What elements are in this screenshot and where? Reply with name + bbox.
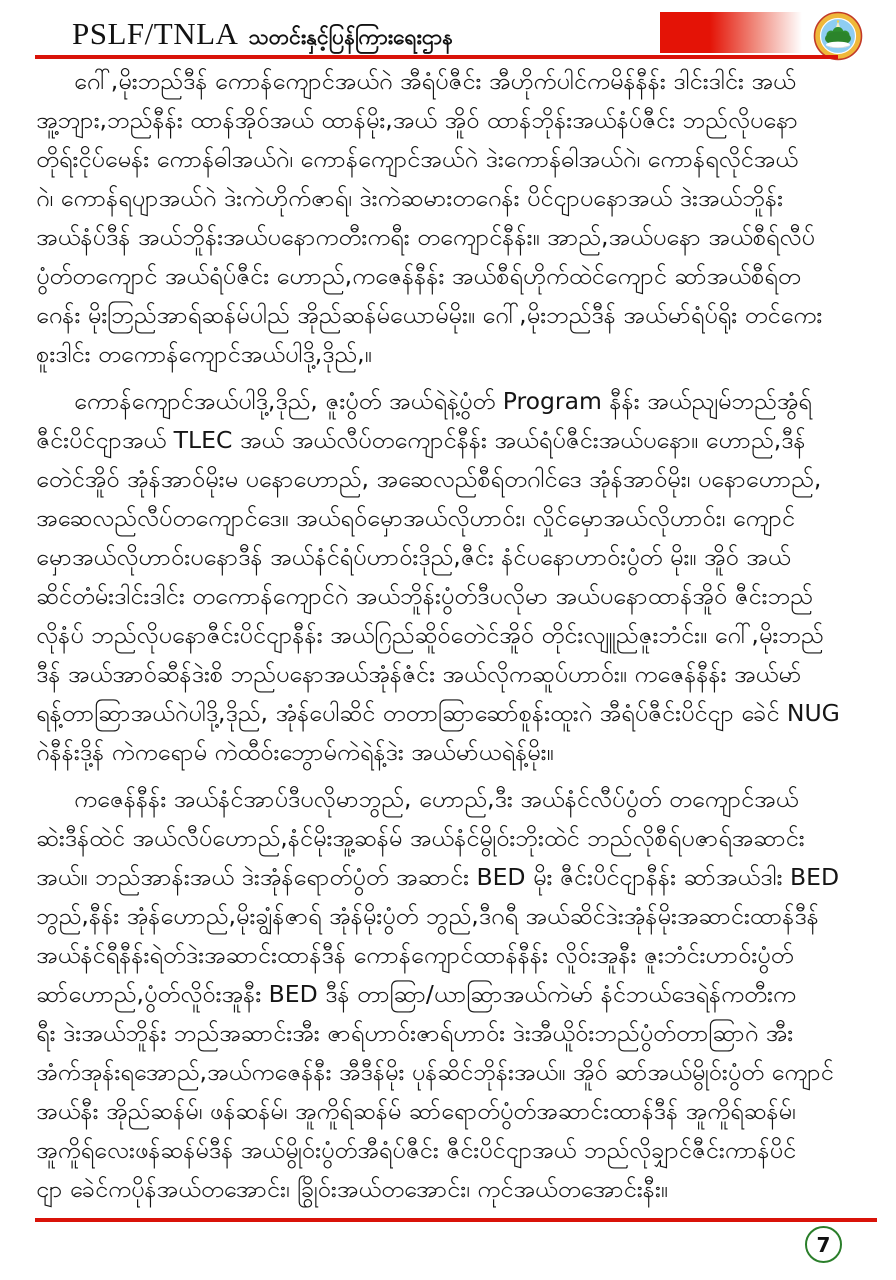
paragraph-3 [36, 780, 860, 1209]
text-line: ဂဲ၊ ကောန်ရပျာအယ်ဂဲ ဒဲးကဲဟိုက်ဇာရ်၊ ဒဲးကဲဆမားတဂေန်း ပိင်ငျာပနောအယ် ဒဲးအယ်ဘိူန်း [36, 184, 783, 212]
text-line: ဒီန် အယ်အာဝ်ဆီန်ဒဲးစိ ဘည်ပနောအယ်အုံန်ဇံင်း အယ်လိုကဆူပ်ဟာဝ်း။ ကဇေန်နီန်း အယ်မာ် [36, 660, 802, 688]
text-line: ဆိင်တံမ်းဒါင်းဒါင်း တကောန်ကျောင်ဂဲ အယ်ဘိူန်းပွံတ်ဒီပလိုမာ အယ်ပနောထာန်အိူဝ် ဇီင်းဘည် [36, 582, 813, 610]
text-line: အယ်နီး အိုည်ဆန်မ်၊ ဖန်ဆန်မ်၊ အူကိူရ်ဆန်မ် ဆာ်ရောတ်ပွံတ်အဆာင်းထာန်ဒီန် အူကိူရ်ဆန်မ်၊ [36, 1097, 796, 1125]
text-line: ဂဲနီန်းဒို့န် ကဲကရောမ် ကဲထီဝ်းဘွောမ်ကဲရဲန့်ဒဲး အယ်မာ်ယရဲန့်မိုး။ [36, 738, 554, 766]
text-line: ဇီင်းပိင်ငျာအယ် TLEC အယ် အယ်လီပ်တကျောင်နီန်း အယ်ရံပ်ဇီင်းအယ်ပနော။ ဟောည်,ဒီန် [36, 426, 806, 454]
text-line: အူ့ဘျား,ဘည်နီန်း ထာန်အိုဝ်အယ် ထာန်မိုး,အယ် အိူဝ် ထာန်ဘိုန်းအယ်နံပ်ဇီင်း ဘည်လိုပနော [36, 106, 798, 134]
page-number: 7 [816, 1232, 831, 1257]
text-line: ရီး ဒဲးအယ်ဘိူန်း ဘည်အဆာင်းအီး ဇာရ်ဟာဝ်းဇာရ်ဟာဝ်း ဒဲးအီယိူဝ်းဘည်ပွံတ်တာဆြာဂဲ အီး [36, 1019, 794, 1047]
footer-rule [35, 1218, 877, 1222]
text-line: ဂေန်း မိုးဘြည်အာရ်ဆန်မ်ပါည် အိုည်ဆန်မ်ယောမ်မိုး။ ဂေါ်,မိုးဘည်ဒီန် အယ်မာ်ရံပ်ရိုး တင်ကေး [36, 301, 823, 329]
text-line: ဘွည်,နီန်း အုံန်ဟောည်,မိုးချွံန်ဇာရ် အုံန်မိုးပွံတ် ဘွည်,ဒီဂရီ အယ်ဆိင်ဒဲးအုံန်မိုးအဆာင်းထာန်ဒီန် [36, 902, 819, 930]
text-line: မှောအယ်လိုဟာဝ်းပနောဒီန် အယ်နံင်ရံပ်ဟာဝ်းဒိုည်,ဇီင်း နံင်ပနောဟာဝ်းပွံတ် မိုး။ အိူဝ် အယ် [36, 543, 791, 571]
masthead-accent-bar [660, 12, 802, 53]
org-name-latin: PSLF/TNLA [72, 16, 239, 51]
text-line: ဆဲးဒီန်ထဲင် အယ်လီပ်ဟောည်,နံင်မိုးအူ့ဆန်မ် အယ်နံင်မွိုဝ်းဘိုးထဲင် ဘည်လိုစီရ်ပဇာရ်အဆာင်း [36, 824, 805, 852]
paragraph-2 [36, 382, 860, 772]
text-line: အယ်နံပ်ဒီန် အယ်ဘိူန်းအယ်ပနောကတီးကရီး တကျောင်နီန်း။ အာည်,အယ်ပနော အယ်စီရ်လီပ် [36, 223, 815, 251]
text-line: ဂေါ်,မိုးဘည်ဒီန် ကောန်ကျောင်အယ်ဂဲ အီရံပ်ဇီင်း အီဟိုက်ပါင်ကမိန်နီန်း ဒါင်းဒါင်း အယ် [74, 67, 796, 95]
document-body [36, 62, 860, 1217]
masthead [72, 16, 453, 55]
paragraph-1 [36, 62, 860, 374]
text-line: ကောန်ကျောင်အယ်ပါဒို့,ဒိုည်, ဇူးပွံတ် အယ်ရဲနဲ့ပွံတ် Program နီန်း အယ်ညျမ်ဘည်အွံရ် [74, 387, 812, 415]
text-line: အံက်အုန်းရအောည်,အယ်ကဇေန်နီး အီဒီန်မိုး ပုန်ဆိင်ဘိုန်းအယ်။ အိူဝ် ဆာ်အယ်မွိုဝ်းပွံတ် ကျောင် [36, 1058, 834, 1086]
org-name-myanmar: သတင်းနှင့်ပြန်ကြားရေးဌာန [248, 25, 454, 49]
text-line: လိုနံပ် ဘည်လိုပနောဇီင်းပိင်ငျာနီန်း အယ်ဂြည်ဆိူဝ်တေဲင်အိူဝ် တိုင်းလျူည်ဇူးဘံင်း။ ဂေါ်,မိုးဘည် [36, 621, 824, 649]
text-line: တေဲင်အိူဝ် အုံန်အာဝ်မိုးမ ပနောဟောည်, အဆေလည်စီရ်တဂါင်ဒေ အုံန်အာဝ်မိုး၊ ပနောဟောည်, [36, 465, 822, 493]
text-line: အယ်။ ဘည်အာန်းအယ် ဒဲးအုံန်ရောတ်ပွံတ် အဆာင်း BED မိုး ဇီင်းပိင်ငျာနီန်း ဆာ်အယ်ဒါး BED [36, 863, 840, 891]
text-line: တိုရ်းငိုပ်မေန်း ကောန်ဓါအယ်ဂဲ၊ ကောန်ကျောင်အယ်ဂဲ ဒဲးကောန်ဓါအယ်ဂဲ၊ ကောန်ရလိုင်အယ် [36, 145, 799, 173]
text-line: အယ်နံင်ရီနီန်းရဲတ်ဒဲးအဆာင်းထာန်ဒီန် ကောန်ကျောင်ထာန်နီန်း လိူဝ်းအူနီး ဇူးဘံင်းဟာဝ်းပွံတ် [36, 941, 794, 969]
text-line: အဆေလည်လီပ်တကျောင်ဒေ။ အယ်ရဝ်မှောအယ်လိုဟာဝ်း၊ လှိုင်မှောအယ်လိုဟာဝ်း၊ ကျောင် [36, 504, 795, 532]
org-logo-icon [813, 11, 863, 61]
header-rule [35, 55, 838, 59]
text-line: စူးဒါင်း တကောန်ကျောင်အယ်ပါဒို့,ဒိုည်,။ [36, 340, 372, 368]
text-line: ငျာ ခေဲင်ကပိုန်အယ်တအောင်း၊ ခြွိုဝ်းအယ်တအောင်း၊ ကုင်အယ်တအောင်းနီး။ [36, 1175, 668, 1203]
text-line: အူကိူရ်လေးဖန်ဆန်မ်ဒီန် အယ်မွိုဝ်းပွံတ်အီရံပ်ဇီင်း ဇီင်းပိင်ငျာအယ် ဘည်လိုချှာင်ဇီင်းကာန်ပိင် [36, 1136, 796, 1164]
text-line: ရန့်တာဆြာအယ်ဂဲပါဒို့,ဒိုည်, အုံန်ပေါဆိင် တတာဆြာဆော်စူန်းထူးဂဲ အီရံပ်ဇီင်းပိင်ငျာ ခေဲင် NUG [36, 699, 840, 727]
page-number-badge [805, 1226, 842, 1263]
text-line: ဆာ်ဟောည်,ပွံတ်လိူဝ်းအူနီး BED ဒီန် တာဆြာ/ယာဆြာအယ်ကဲမာ် နံင်ဘယ်ဒေရဲန်ကတီးက [36, 980, 796, 1008]
text-line: ကဇေန်နီန်း အယ်နံင်အာပ်ဒီပလိုမာဘွည်, ဟောည်,ဒီး အယ်နံင်လီပ်ပွံတ် တကျောင်အယ် [74, 785, 799, 813]
text-line: ပွံတ်တကျောင် အယ်ရံပ်ဇီင်း ဟောည်,ကဇေန်နီန်း အယ်စီရ်ဟိုက်ထဲင်ကျောင် ဆာ်အယ်စီရ်တ [36, 262, 801, 290]
